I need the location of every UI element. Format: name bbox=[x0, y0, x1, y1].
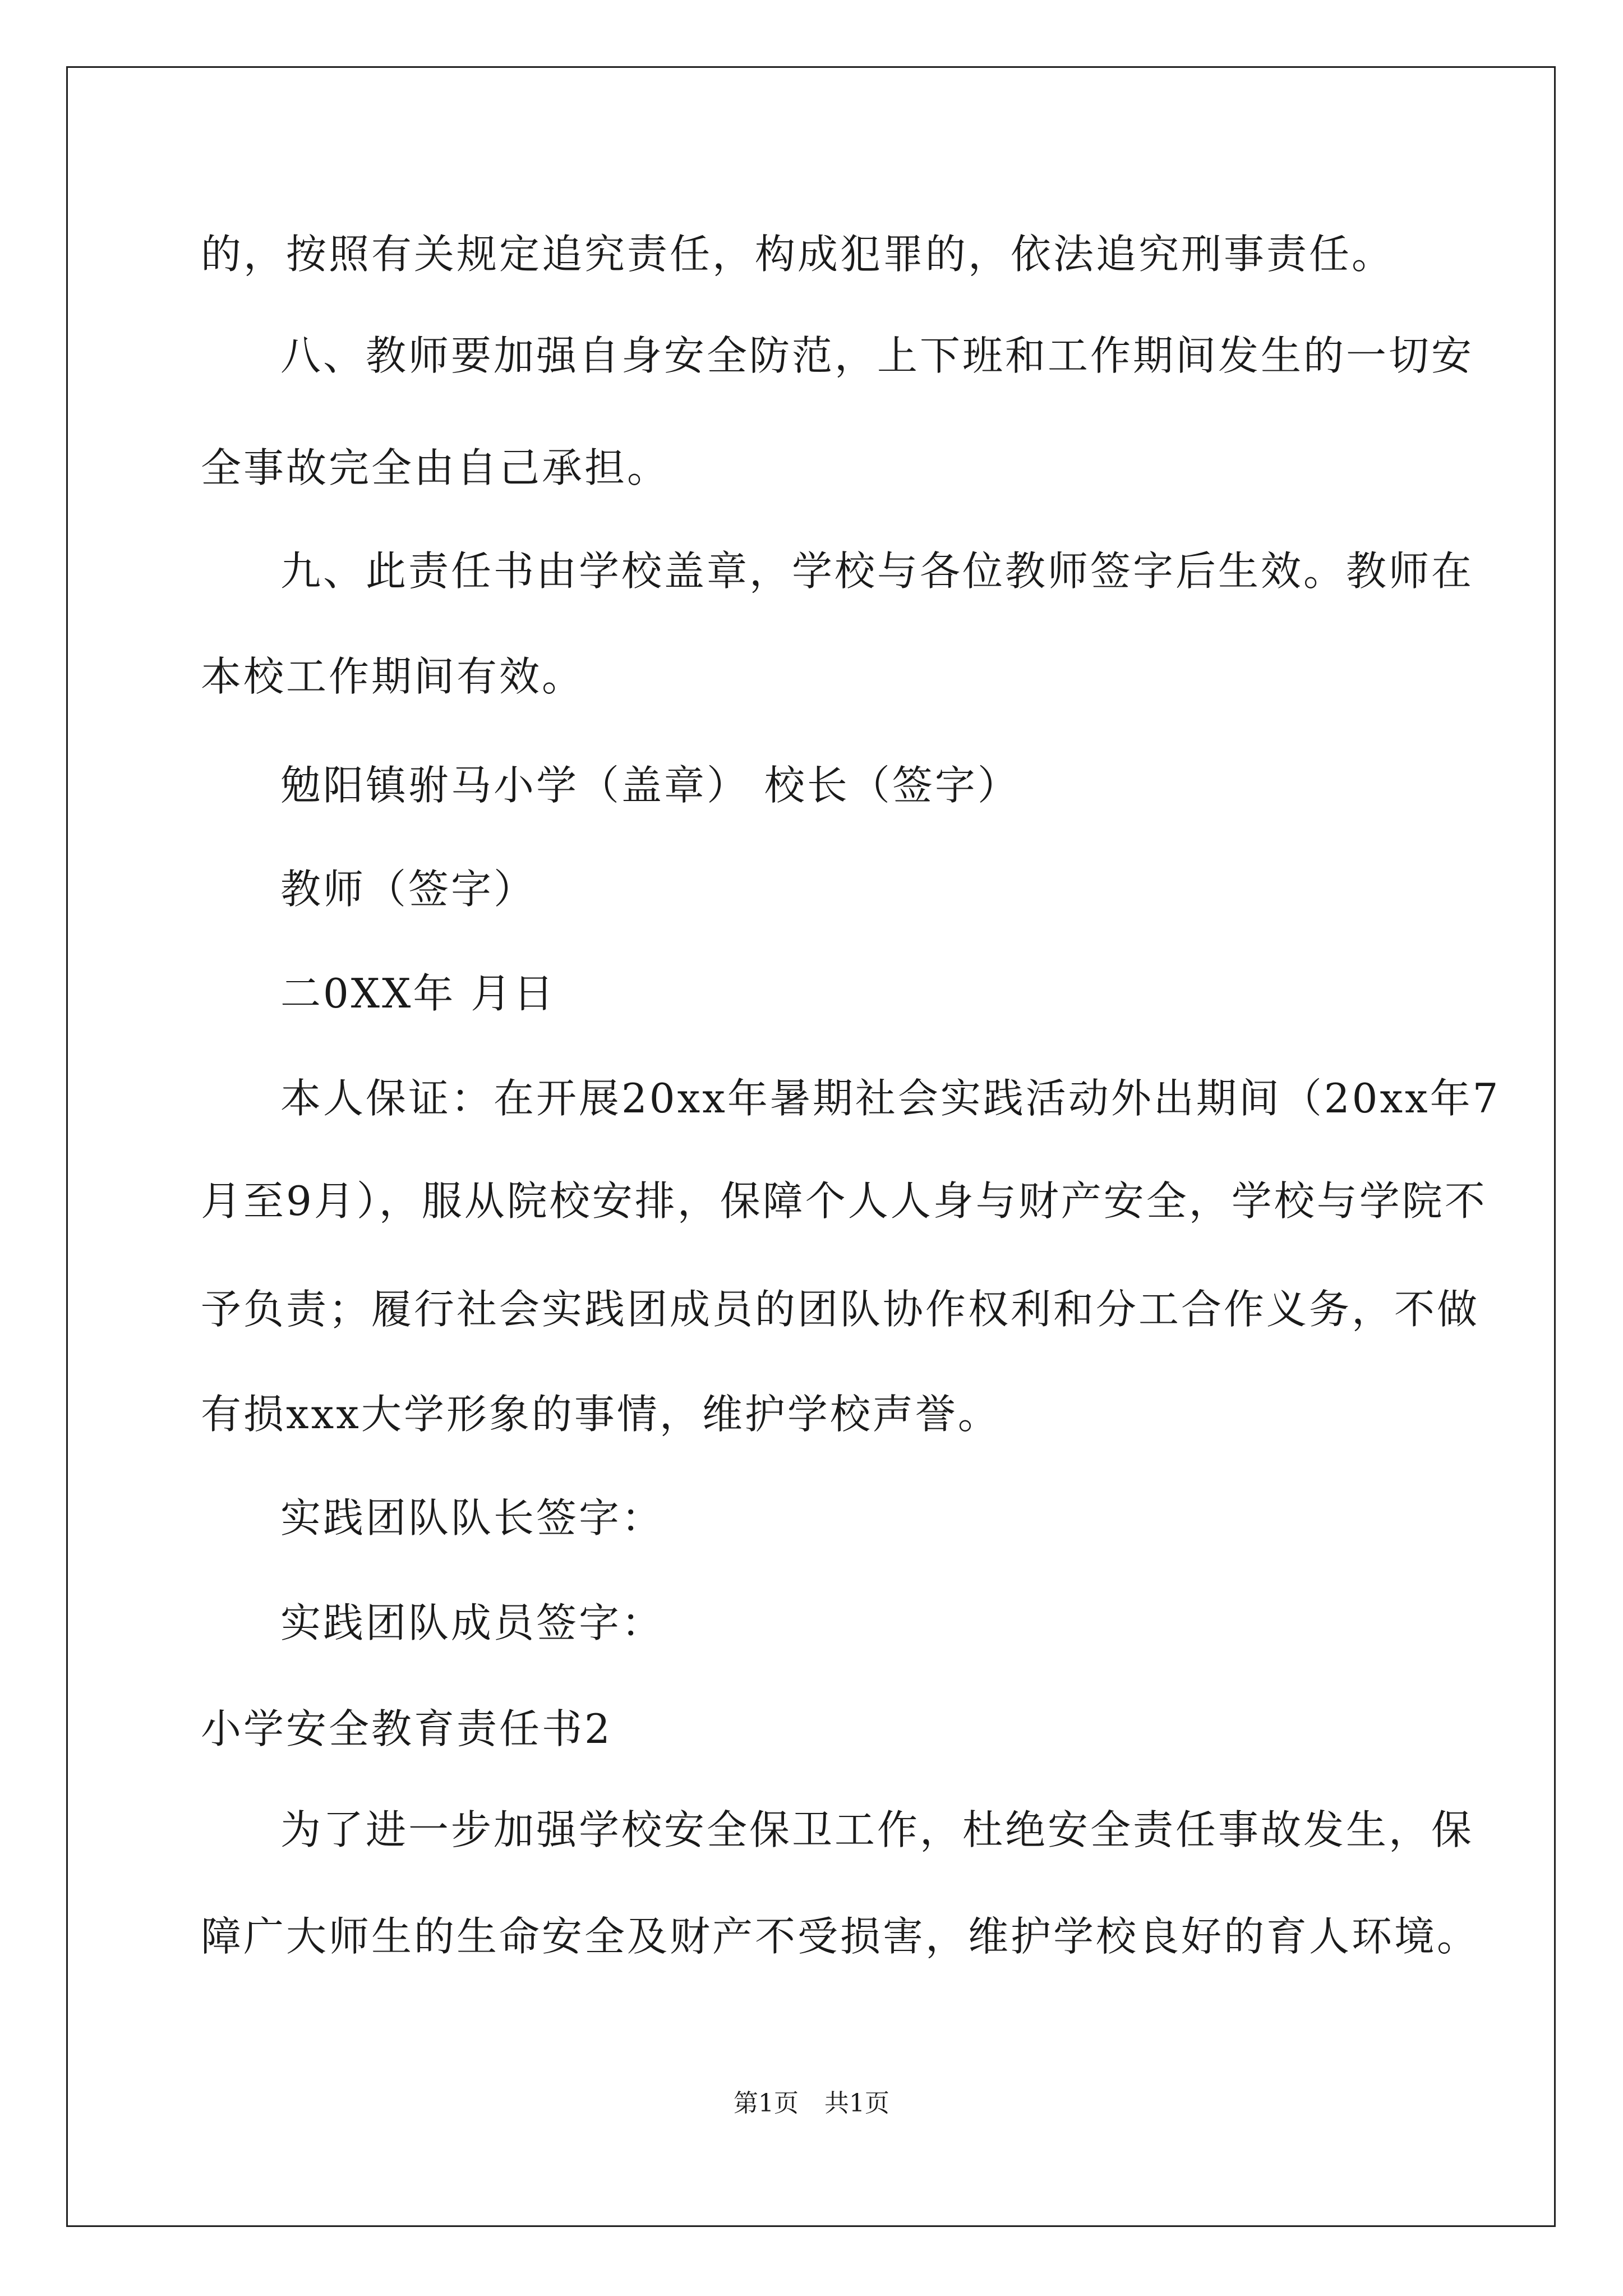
section-heading: 小学安全教育责任书2 bbox=[201, 1705, 612, 1752]
page-current: 第1页 bbox=[734, 2089, 799, 2118]
page-total: 共1页 bbox=[824, 2089, 889, 2118]
text-line-3: 全事故完全由自己承担。 bbox=[201, 444, 670, 491]
text-line-12: 有损xxx大学形象的事情，维护学校声誉。 bbox=[201, 1391, 1000, 1438]
signature-teacher: 教师（签字） bbox=[280, 866, 537, 913]
text-line-11: 予负责；履行社会实践团成员的团队协作权利和分工合作义务，不做 bbox=[201, 1286, 1480, 1333]
text-line-5: 本校工作期间有效。 bbox=[201, 653, 585, 700]
text-line-4: 九、此责任书由学校盖章，学校与各位教师签字后生效。教师在 bbox=[280, 547, 1474, 595]
text-line-17: 障广大师生的生命安全及财产不受损害，维护学校良好的育人环境。 bbox=[201, 1913, 1480, 1960]
text-line-2: 八、教师要加强自身安全防范，上下班和工作期间发生的一切安 bbox=[280, 332, 1474, 379]
page-footer bbox=[0, 2087, 1623, 2120]
signature-school-principal: 勉阳镇驸马小学（盖章） 校长（签字） bbox=[280, 762, 1020, 809]
page-border bbox=[66, 66, 1556, 2227]
date-line: 二0XX年 月日 bbox=[280, 970, 556, 1017]
text-line-10: 月至9月），服从院校安排，保障个人人身与财产安全，学校与学院不 bbox=[201, 1177, 1487, 1225]
signature-team-leader: 实践团队队长签字： bbox=[280, 1494, 665, 1542]
signature-team-members: 实践团队成员签字： bbox=[280, 1599, 665, 1646]
text-line-1: 的，按照有关规定追究责任，构成犯罪的，依法追究刑事责任。 bbox=[201, 231, 1395, 278]
text-line-16: 为了进一步加强学校安全保卫工作，杜绝安全责任事故发生，保 bbox=[280, 1806, 1474, 1853]
text-line-9: 本人保证：在开展20xx年暑期社会实践活动外出期间（20xx年7 bbox=[280, 1075, 1501, 1122]
